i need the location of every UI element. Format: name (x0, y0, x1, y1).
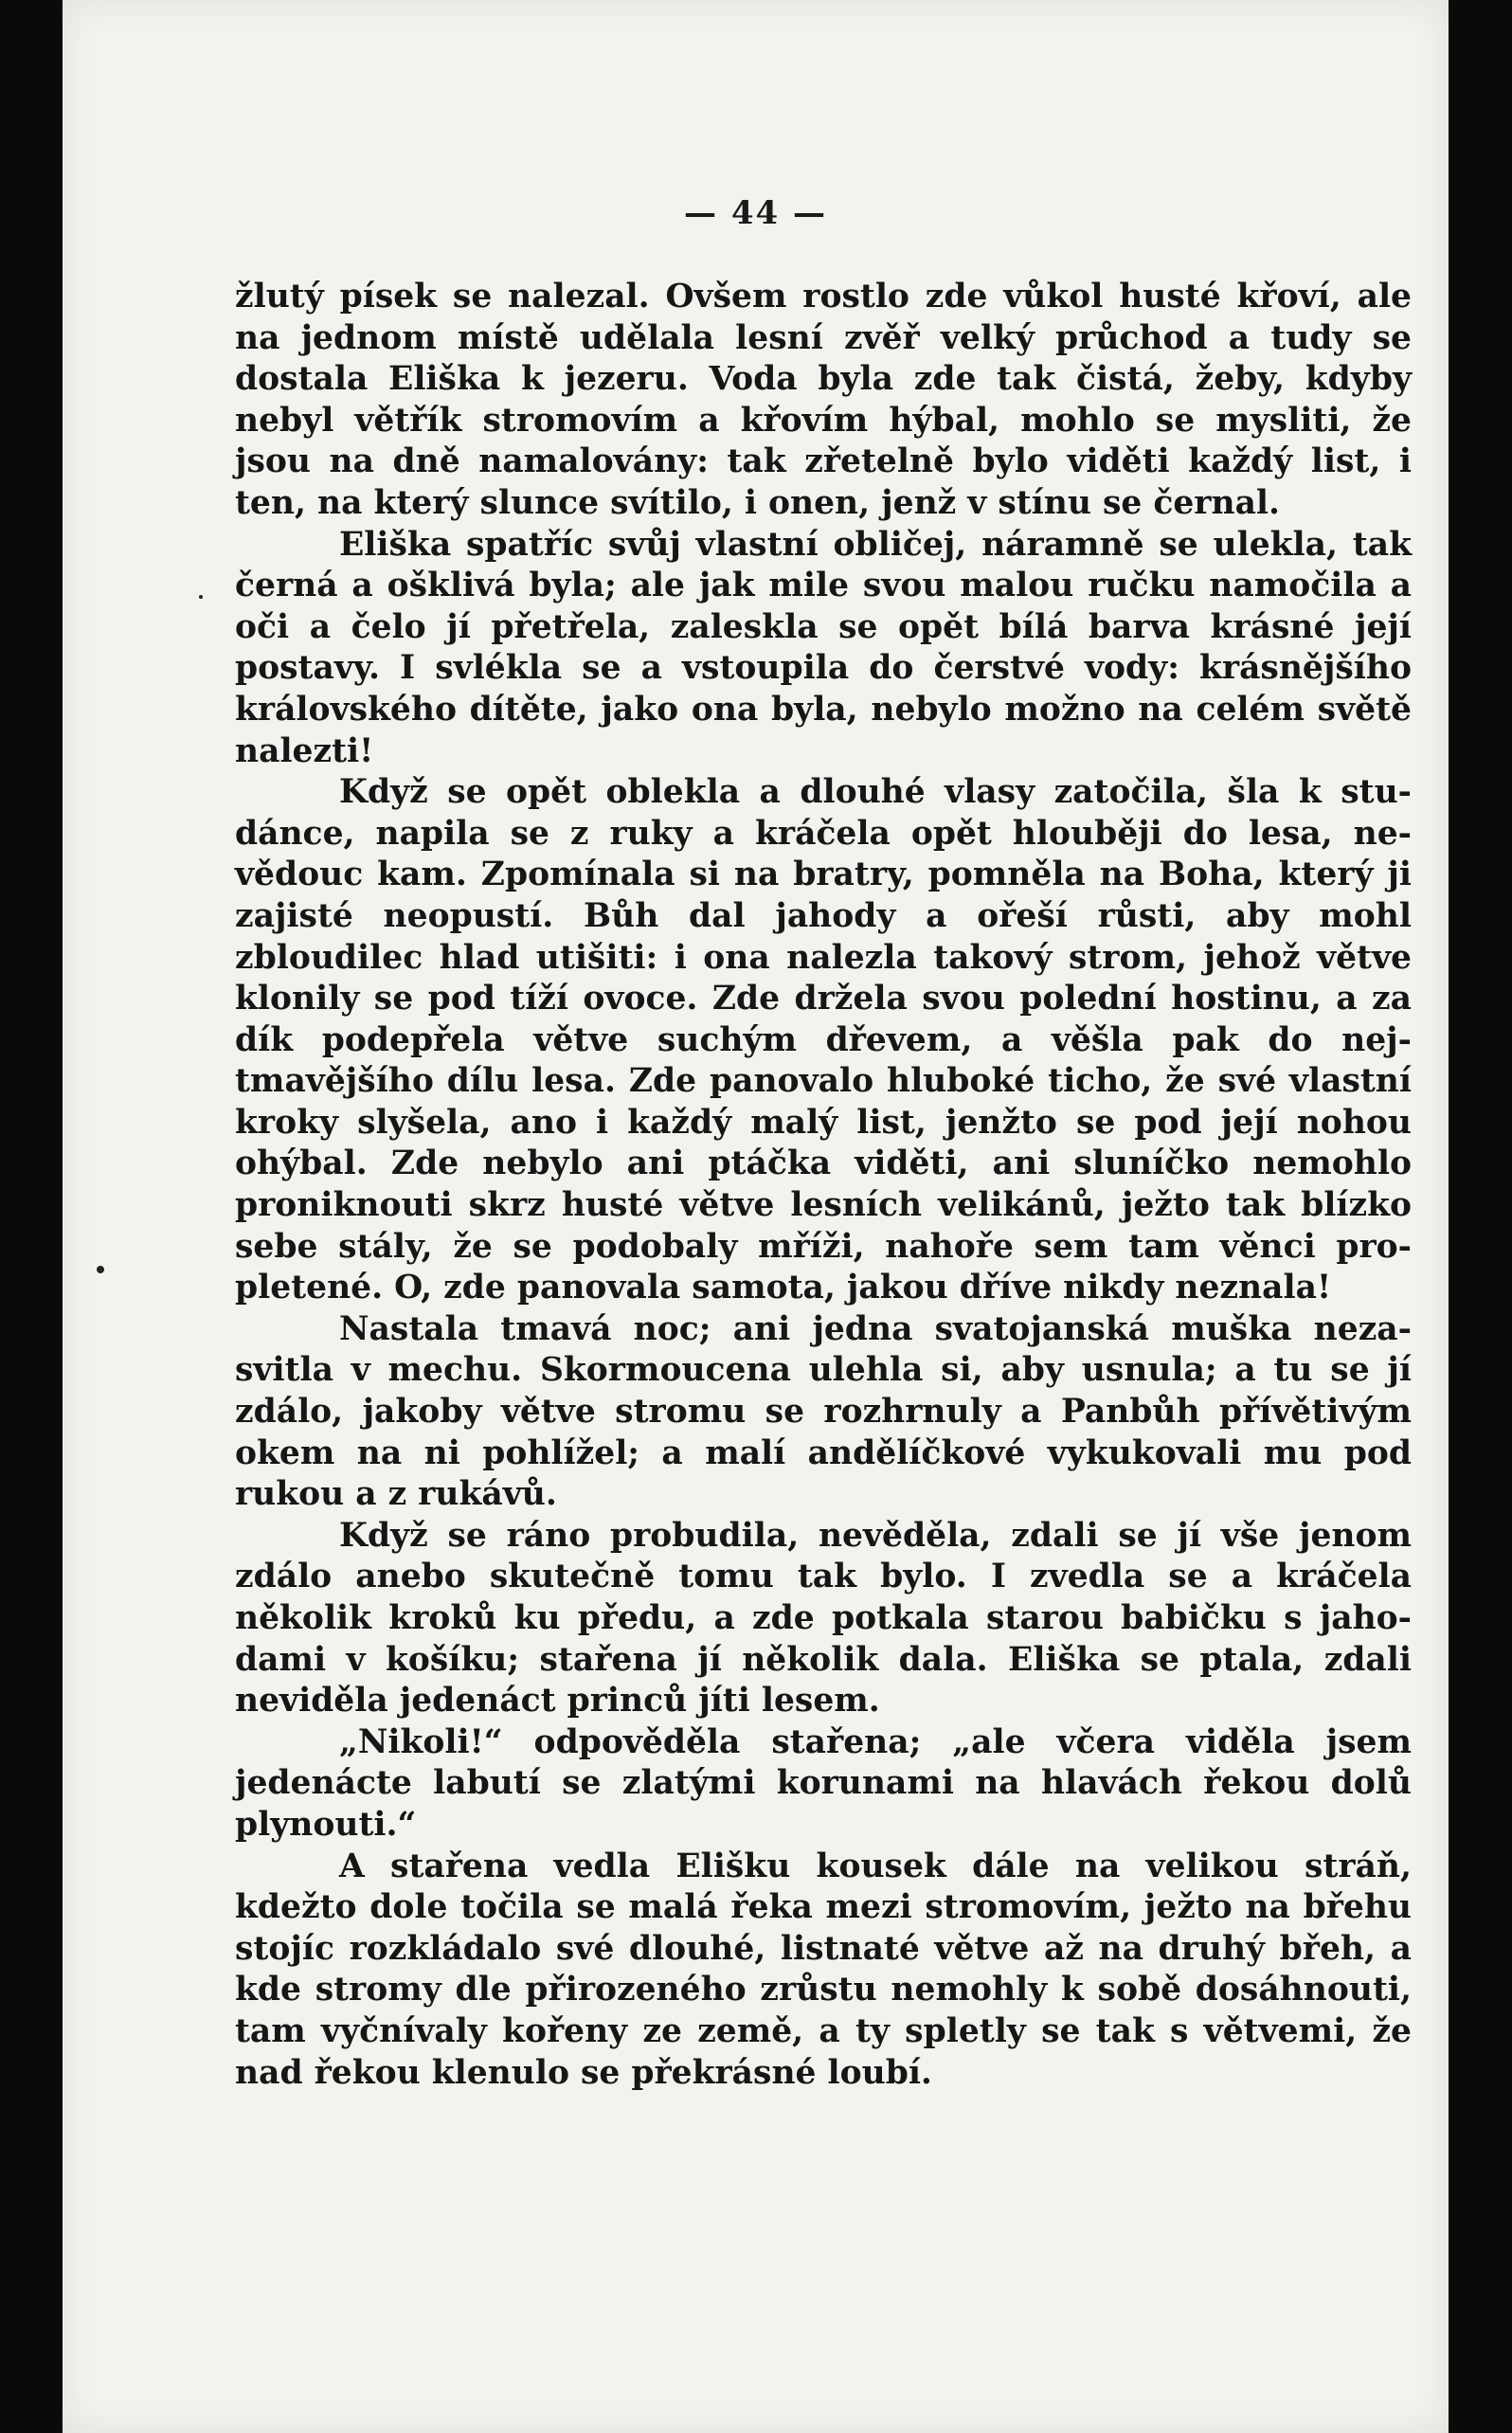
paragraph-4: Nastala tmavá noc; ani jedna svatojanská muška nezasvitla v mechu. Skormoucena ulehla si, aby usnula; a tu se jí zdálo, jakoby větve stromu se rozhrnuly a Panbůh přívětivým okem na ni pohlížel; a malí andělíčkové vykukovali mu pod rukou a z rukávů. (235, 1309, 1412, 1514)
paragraph-3: Když se opět oblekla a dlouhé vlasy zatočila, šla k studánce, napila se z ruky a kráčela opět hlouběji do lesa, nevědouc kam. Zpomínala si na bratry, pomněla na Boha, který ji zajisté neopustí. Bůh dal jahody a ořeší růsti, aby mohl zbloudilec hlad utišiti: i ona nalezla takový strom, jehož větve klonily se pod tíží ovoce. Zde držela svou polední hostinu, a za dík podepřela větve suchým dřevem, a věšla pak do nejtmavějšího dílu lesa. Zde panovalo hluboké ticho, že své vlastní kroky slyšela, ano i každý malý list, jenžto se pod její nohou ohýbal. Zde nebylo ani ptáčka viděti, ani sluníčko nemohlo proniknouti skrz husté větve lesních velikánů, ježto tak blízko sebe stály, že se podobaly mříži, nahoře sem tam věnci propletené. O, zde panovala samota, jakou dříve nikdy neznala! (235, 773, 1412, 1307)
scan-speck (199, 595, 203, 599)
paragraph-7: A stařena vedla Elišku kousek dále na velikou stráň, kdežto dole točila se malá řeka mezi stromovím, ježto na břehu stojíc rozkládalo své dlouhé, listnaté větve až na druhý břeh, a kde stromy dle přirozeného zrůstu nemohly k sobě dosáhnouti, tam vyčnívaly kořeny ze země, a ty spletly se tak s větvemi, že nad řekou klenulo se překrásné loubí. (235, 1847, 1412, 2092)
body-text (235, 277, 1412, 2094)
paragraph-2: Eliška spatříc svůj vlastní obličej, náramně se ulekla, tak černá a ošklivá byla; ale jak mile svou malou ručku namočila a oči a čelo jí přetřela, zaleskla se opět bílá barva krásné její postavy. I svlékla se a vstoupila do čerstvé vody: krásnějšího královského dítěte, jako ona byla, nebylo možno na celém světě nalezti! (235, 525, 1412, 770)
book-page (63, 0, 1449, 2433)
paragraph-1: žlutý písek se nalezal. Ovšem rostlo zde vůkol husté křoví, ale na jednom místě udělala lesní zvěř velký průchod a tudy se dostala Eliška k jezeru. Voda byla zde tak čistá, žeby, kdyby nebyl větřík stromovím a křovím hýbal, mohlo se mysliti, že jsou na dně namalovány: tak zřetelně bylo viděti každý list, i ten, na který slunce svítilo, i onen, jenž v stínu se černal. (235, 278, 1412, 522)
page-number: — 44 — (684, 194, 827, 232)
paragraph-5: Když se ráno probudila, nevěděla, zdali se jí vše jenom zdálo anebo skutečně tomu tak bylo. I zvedla se a kráčela několik kroků ku předu, a zde potkala starou babičku s jahodami v košíku; stařena jí několik dala. Eliška se ptala, zdali neviděla jedenáct princů jíti lesem. (235, 1516, 1412, 1721)
scan-speck (97, 1266, 104, 1273)
paragraph-6: „Nikoli!“ odpověděla stařena; „ale včera viděla jsem jedenácte labutí se zlatými korunami na hlavách řekou dolů plynouti.“ (235, 1722, 1412, 1844)
